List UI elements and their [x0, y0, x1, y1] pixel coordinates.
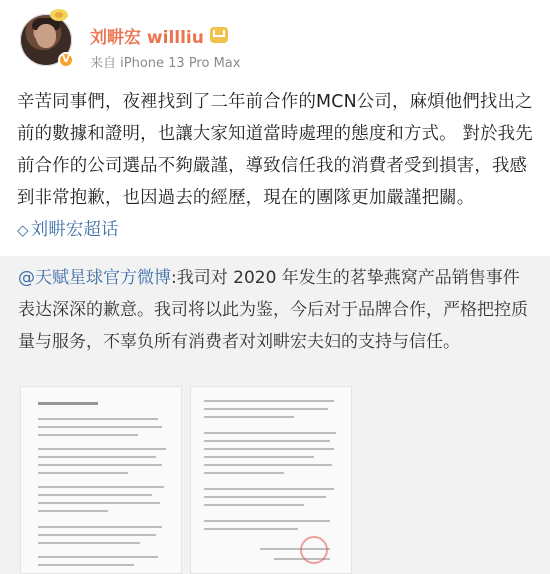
doc-line [38, 448, 166, 450]
post-text: 辛苦同事們，夜裡找到了二年前合作的MCN公司，麻煩他們找出之前的數據和證明，也讓大家知道當時處理的態度和方式。 對於我先前合作的公司選品不夠嚴謹，導致信任我的消費者受到損害，我感到非常抱歉，也因過去的經歷，現在的團隊更加嚴謹把關。 [17, 92, 533, 208]
doc-line [38, 456, 156, 458]
diamond-topic-icon: ◇ [17, 221, 29, 239]
repost-author-link[interactable]: @天赋星球官方微博 [18, 268, 171, 288]
name-row [90, 22, 228, 48]
doc-line [38, 426, 162, 428]
doc-line [204, 472, 284, 474]
post-body [17, 86, 537, 246]
doc-line [204, 504, 304, 506]
doc-line [204, 464, 332, 466]
doc-line [204, 408, 328, 410]
red-seal-stamp [300, 536, 328, 564]
doc-line [38, 464, 162, 466]
post-source: 来自 iPhone 13 Pro Max [90, 56, 241, 71]
topic-link[interactable] [17, 220, 119, 240]
doc-line [38, 564, 134, 566]
doc-line [38, 494, 152, 496]
post-header [0, 0, 550, 88]
vip-crown-icon[interactable] [210, 27, 228, 43]
doc-line [38, 542, 140, 544]
document-image-2[interactable] [190, 386, 352, 574]
doc-line [38, 486, 164, 488]
doc-line [204, 520, 330, 522]
doc-line [38, 534, 156, 536]
doc-line [204, 400, 334, 402]
topic-label: 刘畊宏超话 [30, 220, 119, 240]
doc-line [38, 418, 158, 420]
avatar-face [36, 24, 56, 48]
doc-line [204, 448, 334, 450]
doc-line [38, 510, 108, 512]
doc-line [204, 416, 294, 418]
repost-card[interactable] [0, 256, 550, 574]
doc-line [204, 440, 330, 442]
avatar-decoration-icon [48, 6, 70, 22]
doc-line [38, 526, 162, 528]
verified-badge-icon: V [58, 52, 74, 68]
doc-title-line [38, 402, 98, 405]
doc-line [204, 432, 336, 434]
username[interactable]: 刘畊宏 willliu [90, 27, 204, 48]
doc-line [38, 502, 160, 504]
doc-line [38, 556, 158, 558]
doc-line [38, 472, 128, 474]
doc-line [204, 456, 314, 458]
document-image-1[interactable] [20, 386, 182, 574]
doc-line [38, 434, 138, 436]
doc-line [204, 528, 298, 530]
doc-line [204, 488, 334, 490]
repost-text: :我司对 2020 年发生的茗挚燕窝产品销售事件表达深深的歉意。我司将以此为鉴，今后对于品牌合作，严格把控质量与服务，不辜负所有消费者对刘畊宏夫妇的支持与信任。 [18, 268, 528, 352]
doc-line [204, 496, 326, 498]
repost-text-block [18, 262, 536, 358]
